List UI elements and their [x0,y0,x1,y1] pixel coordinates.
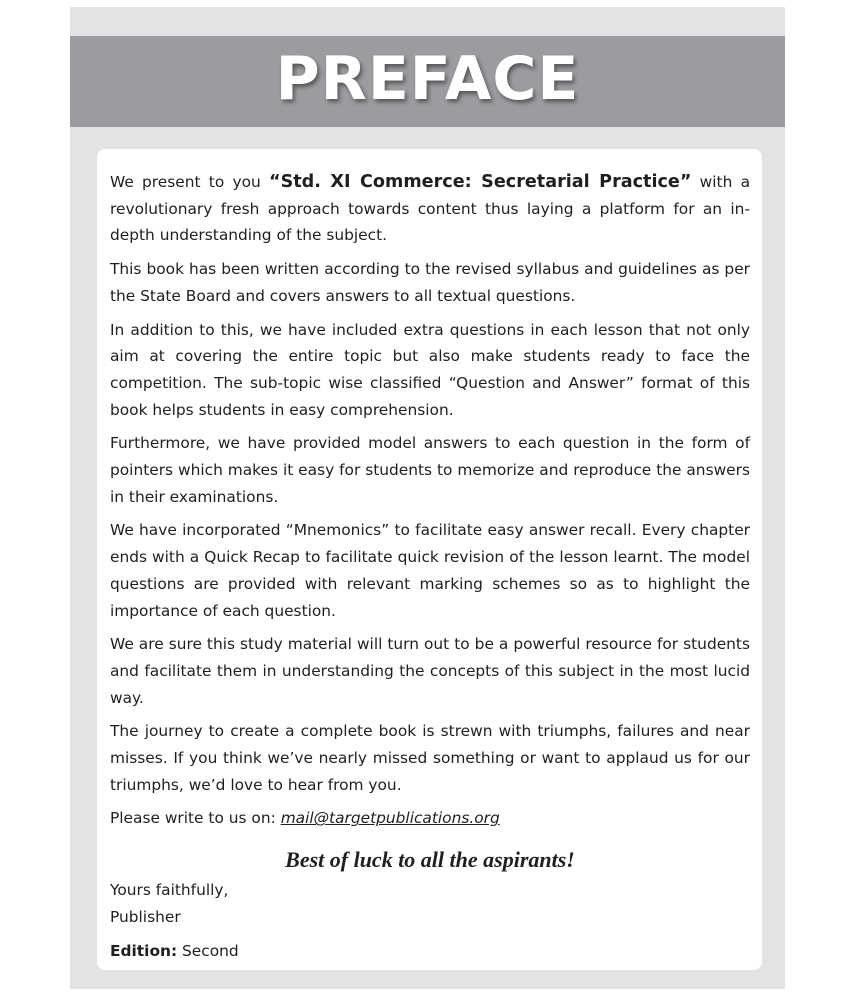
edition-line [110,938,750,965]
paragraph-model-answers: Furthermore, we have provided model answers to each question in the form of pointers which makes it easy for students to memorize and reproduce the answers in their examinations. [110,434,750,506]
edition-label: Edition: [110,941,178,960]
intro-tail-text: with a revolutionary fresh approach towards content thus laying a platform for an in-depth understanding of the subject. [110,173,750,245]
preface-card [97,149,762,970]
title-band [70,36,785,127]
paragraph-syllabus: This book has been written according to the revised syllabus and guidelines as per the State Board and covers answers to all textual questions. [110,260,750,305]
contact-line [110,805,750,832]
paragraph-intro [110,169,750,249]
preface-page [70,7,785,989]
intro-lead-text: We present to you [110,173,270,191]
paragraph-journey: The journey to create a complete book is strewn with triumphs, failures and near misses. If you think we’ve nearly missed something or want to applaud us for our triumphs, we’d love to hear from you. [110,722,750,794]
page-title: PREFACE [275,43,580,114]
salutation: Yours faithfully, [110,881,229,900]
preface-content [110,169,750,964]
signatory: Publisher [110,907,181,926]
paragraph-mnemonics: We have incorporated “Mnemonics” to facilitate easy answer recall. Every chapter ends with a Quick Recap to facilitate quick revision of the lesson learnt. The model questions are provided with relevant marking schemes so as to highlight the importance of each question. [110,521,750,620]
email-link[interactable]: mail@targetpublications.org [280,809,500,828]
paragraph-resource: We are sure this study material will turn out to be a powerful resource for students and facilitate them in understanding the concepts of this subject in the most lucid way. [110,635,750,707]
edition-value: Second [177,941,239,960]
book-title: “Std. XI Commerce: Secretarial Practice” [269,172,692,192]
contact-label: Please write to us on: [110,809,281,828]
closing-wish: Best of luck to all the aspirants! [285,847,575,873]
paragraph-extra-questions: In addition to this, we have included extra questions in each lesson that not only aim at covering the entire topic but also make students ready to face the competition. The sub-topic wise classified “Question and Answer” format of this book helps students in easy comprehension. [110,320,750,419]
